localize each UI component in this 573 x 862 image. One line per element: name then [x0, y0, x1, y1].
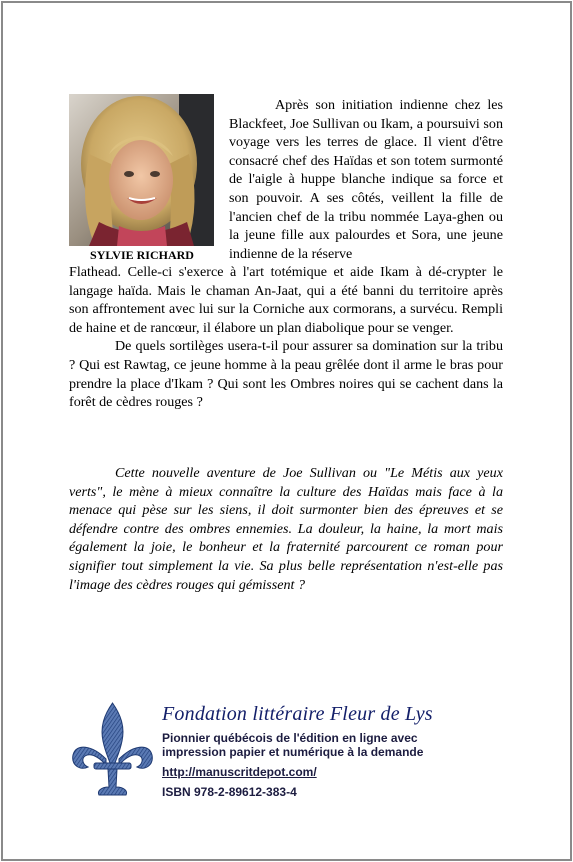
- synopsis-paragraph-1-top: [229, 96, 503, 263]
- author-portrait-icon: [69, 94, 214, 246]
- publisher-description: Pionnier québécois de l'édition en ligne avec impression papier et numérique à la demande: [162, 731, 424, 759]
- isbn-number: ISBN 978-2-89612-383-4: [162, 785, 297, 799]
- synopsis-body: [69, 263, 503, 412]
- publisher-url-link[interactable]: http://manuscritdepot.com/: [162, 765, 317, 779]
- synopsis-paragraph-1-rest: Flathead. Celle-ci s'exerce à l'art totémique et aide Ikam à dé-crypter le langage haïda. Mais le chaman An-Jaat, qui a été banni du territoire après son affrontement avec lui sur la Corniche aux cormorans, a survécu. Rempli de haine et de rancœur, il élabore un plan diabolique pour se venger.: [69, 264, 503, 336]
- publisher-name: Fondation littéraire Fleur de Lys: [162, 703, 433, 725]
- synopsis-paragraph-1-top-text: Après son initiation indienne chez les Blackfeet, Joe Sullivan ou Ikam, a poursuivi son voyage vers les terres de glace. Il vient d'être consacré chef des Haïdas et son totem surmonté de l'aigle à huppe blanche indique sa force et son pouvoir. A ses côtés, veillent la fille de l'ancien chef de la tribu nommée Laya-ghen ou la jeune fille aux palourdes et Sora, une jeune indienne de la réserve: [229, 97, 503, 262]
- synopsis-paragraph-2: De quels sortilèges usera-t-il pour assurer sa domination sur la tribu ? Qui est Rawtag, ce jeune homme à la peau grêlée dont il arme le bras pour prendre la place d'Ikam ? Qui sont les Ombres noires qui se cachent dans la forêt de cèdres rouges ?: [69, 338, 503, 411]
- author-name-caption: SYLVIE RICHARD: [90, 248, 194, 262]
- synopsis-paragraph-3-block: [69, 464, 503, 594]
- fleur-de-lys-icon: [70, 701, 155, 797]
- author-photo: [69, 94, 214, 246]
- synopsis-paragraph-3: Cette nouvelle aventure de Joe Sullivan ou "Le Métis aux yeux verts", le mène à mieux connaître la culture des Haïdas mais face à la menace qui pèse sur les siens, il doit surmonter bien des épreuves et se défendre contre des ombres ennemies. La douleur, la haine, la mort mais également la joie, le bonheur et la fraternité parcourent ce roman pour signifier tout simplement la vie. Sa plus belle représentation n'est-elle pas l'image des cèdres rouges qui gémissent ?: [69, 465, 503, 593]
